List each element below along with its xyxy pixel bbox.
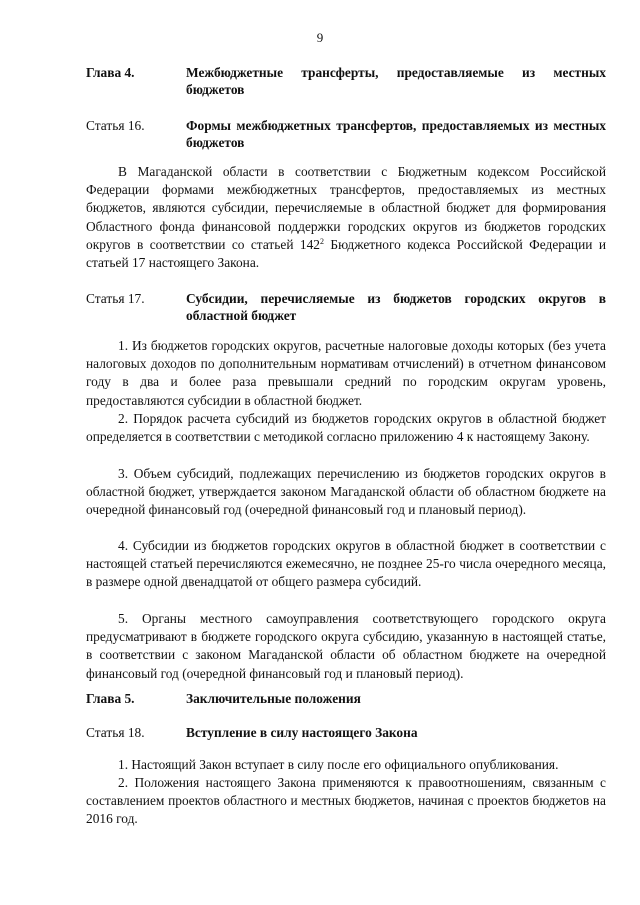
body-text: Бюджетного кодекса Российской Федерации и статьей 17 настоящего Закона. <box>86 236 606 271</box>
article-title: Формы межбюджетных трансфертов, предоставляемых из местных бюджетов <box>186 118 606 150</box>
article-18-paragraph-1: 1. Настоящий Закон вступает в силу после его официального опубликования. <box>118 757 559 772</box>
article-17-paragraph-2: 2. Порядок расчета субсидий из бюджетов городских округов в областной бюджет определяется в соответствии с методикой согласно приложению 4 к настоящему Закону. <box>86 411 606 445</box>
body-text: В Магаданской области в соответствии с Бюджетным кодексом Российской Федерации формами межбюджетных трансфертов, предоставляемых из местных бюджетов, являются субсидии, перечисляемые в областной бюджет для формирования Областного фонда финансовой поддержки городских округов из бюджетов городских округов в соответствии со статьей 142 <box>86 164 606 252</box>
article-number: Статья 18. <box>86 725 145 740</box>
article-17-paragraph-1: 1. Из бюджетов городских округов, расчетные налоговые доходы которых (без учета налоговых доходов по дополнительным нормативам отчислений) в отчетном финансовом году в два и более раза превышали средний по городским округам уровень, предоставляются субсидии в областной бюджет. <box>86 338 606 408</box>
article-18-heading <box>86 724 606 741</box>
article-17-paragraph-5: 5. Органы местного самоуправления соответствующего городского округа предусматривают в бюджете городского округа субсидию, указанную в настоящей статье, в соответствии с законом Магаданской области об областном бюджете на очередной финансовый год (очередной финансовый год и плановый период). <box>86 611 606 681</box>
superscript: 2 <box>320 236 324 246</box>
article-title: Вступление в силу настоящего Закона <box>186 725 418 740</box>
chapter-title: Заключительные положения <box>186 691 361 706</box>
chapter-number: Глава 5. <box>86 691 135 706</box>
article-16-body <box>86 163 606 272</box>
chapter-4-heading <box>86 64 606 98</box>
article-18-paragraph-2: 2. Положения настоящего Закона применяются к правоотношениям, связанным с составлением проектов областного и местных бюджетов, начиная с проектов бюджетов на 2016 год. <box>86 775 606 827</box>
article-17-paragraph-3: 3. Объем субсидий, подлежащих перечислению из бюджетов городских округов в областной бюджет, утверждается законом Магаданской области об областном бюджете на очередной финансовый год (очередной финансовый год и плановый период). <box>86 466 606 518</box>
article-16-heading <box>86 117 606 151</box>
page-number: 9 <box>316 30 324 45</box>
article-number: Статья 16. <box>86 118 145 133</box>
article-17-heading <box>86 290 606 324</box>
chapter-title: Межбюджетные трансферты, предоставляемые из местных бюджетов <box>186 65 606 97</box>
chapter-number: Глава 4. <box>86 65 135 80</box>
article-number: Статья 17. <box>86 291 145 306</box>
chapter-5-heading <box>86 690 606 707</box>
article-title: Субсидии, перечисляемые из бюджетов городских округов в областной бюджет <box>186 291 606 323</box>
article-17-paragraph-4: 4. Субсидии из бюджетов городских округов в областной бюджет в соответствии с настоящей статьей перечисляются ежемесячно, не позднее 25-го числа очередного месяца, в размере одной двенадцатой от общего размера субсидий. <box>86 538 606 590</box>
